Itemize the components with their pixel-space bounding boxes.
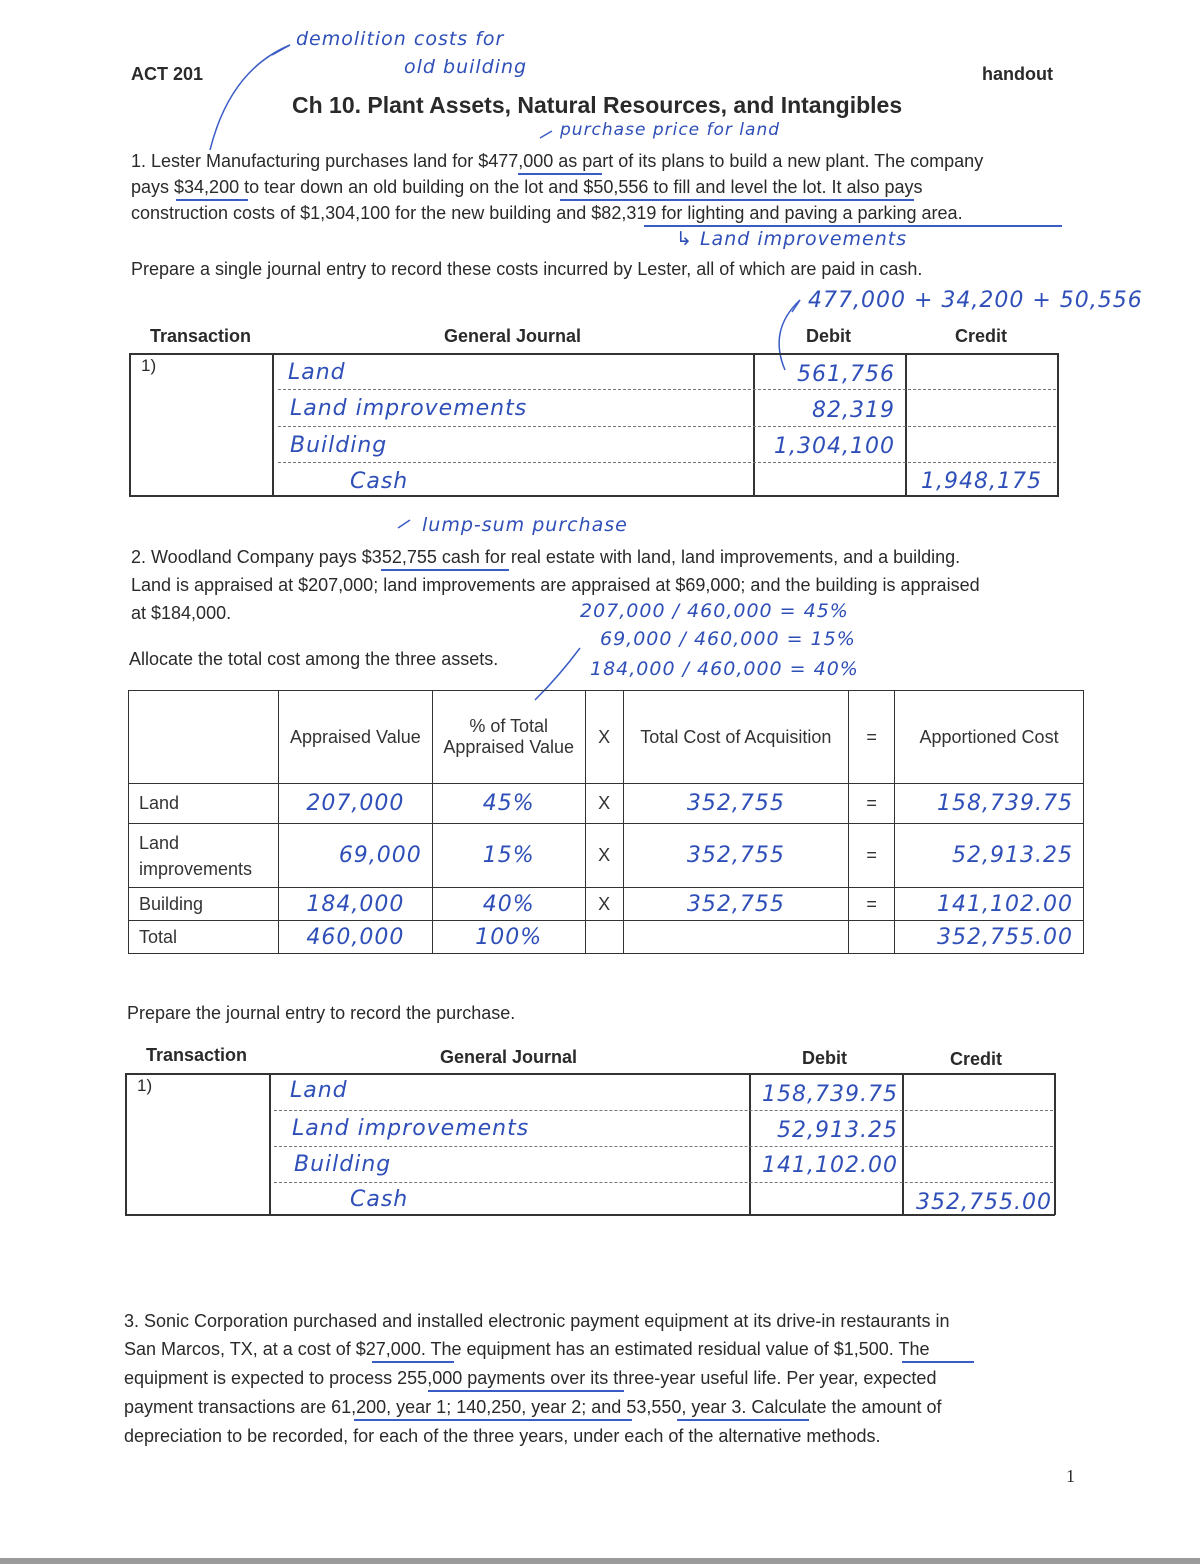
total-cost-value: 352,755 (623, 784, 849, 824)
j2-transaction-no: 1) (137, 1076, 153, 1095)
times-sign (585, 921, 623, 954)
q3-line1: 3. Sonic Corporation purchased and installed electronic payment equipment at its drive-in restaurants in (124, 1311, 950, 1331)
calc-land-improvements: 69,000 / 460,000 = 15% (600, 628, 856, 650)
q2-line1: 2. Woodland Company pays $352,755 cash for real estate with land, land improvements, and a building. (131, 547, 961, 567)
underline-mark (677, 1418, 809, 1421)
row-label: Land improvements (129, 824, 279, 888)
j1-debit-land-improvements: 82,319 (812, 398, 895, 423)
header-empty (129, 691, 279, 784)
j1-header-general: General Journal (444, 326, 582, 346)
q1-line3: construction costs of $1,304,100 for the new building and $82,319 for lighting and paving a parking area. (131, 203, 963, 223)
q2-line2: Land is appraised at $207,000; land improvements are appraised at $69,000; and the building is appraised (131, 575, 980, 595)
underline-mark (518, 172, 602, 175)
underline-mark (176, 198, 248, 201)
percent-value: 100% (432, 921, 585, 954)
apportioned-value: 158,739.75 (895, 784, 1084, 824)
table-row (129, 921, 1084, 954)
underline-mark (381, 568, 509, 571)
j1-debit-building: 1,304,100 (774, 434, 895, 459)
calc-building: 184,000 / 460,000 = 40% (590, 658, 859, 680)
row-label: Land (129, 784, 279, 824)
total-cost-value (623, 921, 849, 954)
scan-edge (0, 1558, 1200, 1564)
annotation-demolition-line2: old building (404, 56, 528, 78)
q2-journal-instruction: Prepare the journal entry to record the purchase. (127, 1003, 516, 1023)
j1-debit-land: 561,756 (797, 362, 895, 387)
j2-debit-building: 141,102.00 (762, 1153, 898, 1178)
j2-account-land: Land (290, 1078, 348, 1103)
apportioned-value: 141,102.00 (895, 888, 1084, 921)
header-percent: % of Total Appraised Value (432, 691, 585, 784)
q2-allocate-instruction: Allocate the total cost among the three assets. (129, 649, 499, 669)
j1-header-credit: Credit (955, 326, 1008, 346)
equals-sign: = (849, 784, 895, 824)
j2-debit-land: 158,739.75 (762, 1082, 898, 1107)
j2-header-debit: Debit (802, 1048, 847, 1068)
underline-mark (354, 1418, 632, 1421)
annotation-demolition-line1: demolition costs for (296, 28, 505, 50)
equals-sign: = (849, 888, 895, 921)
appraised-value: 69,000 (278, 824, 432, 888)
table-row (129, 784, 1084, 824)
j1-credit-cash: 1,948,175 (921, 469, 1042, 494)
q2-line3: at $184,000. (131, 603, 232, 623)
annotation-purchase-price: purchase price for land (560, 120, 781, 140)
underline-mark (902, 1360, 974, 1363)
annotation-sum: 477,000 + 34,200 + 50,556 (808, 288, 1143, 313)
header-apportioned: Apportioned Cost (895, 691, 1084, 784)
j1-account-cash: Cash (350, 469, 409, 494)
header-eq: = (849, 691, 895, 784)
row-label: Total (129, 921, 279, 954)
j2-credit-cash: 352,755.00 (916, 1190, 1052, 1215)
j1-account-building: Building (290, 433, 388, 458)
equals-sign: = (849, 824, 895, 888)
times-sign: X (585, 784, 623, 824)
q1-line1: 1. Lester Manufacturing purchases land for $477,000 as part of its plans to build a new plant. The company (131, 151, 984, 171)
total-cost-value: 352,755 (623, 824, 849, 888)
j2-account-land-improvements: Land improvements (292, 1116, 530, 1141)
q1-instruction: Prepare a single journal entry to record these costs incurred by Lester, all of which are paid in cash. (131, 259, 923, 279)
q3-line3: equipment is expected to process 255,000 payments over its three-year useful life. Per year, expected (124, 1368, 937, 1388)
underline-mark (560, 198, 914, 201)
page-number: 1 (1066, 1466, 1075, 1486)
table-row (129, 888, 1084, 921)
j2-header-credit: Credit (950, 1049, 1003, 1069)
calc-land: 207,000 / 460,000 = 45% (580, 600, 849, 622)
q3-line5: depreciation to be recorded, for each of the three years, under each of the alternative methods. (124, 1426, 881, 1446)
appraised-value: 207,000 (278, 784, 432, 824)
times-sign: X (585, 824, 623, 888)
j2-header-transaction: Transaction (146, 1045, 248, 1065)
allocation-header-row (129, 691, 1084, 784)
j1-transaction-no: 1) (141, 356, 157, 375)
header-total-cost: Total Cost of Acquisition (623, 691, 849, 784)
j1-header-transaction: Transaction (150, 326, 252, 346)
j1-account-land: Land (288, 360, 346, 385)
page-title: Ch 10. Plant Assets, Natural Resources, and Intangibles (292, 92, 903, 118)
percent-value: 45% (432, 784, 585, 824)
annotation-land-improvements: ↳ Land improvements (676, 228, 908, 250)
equals-sign (849, 921, 895, 954)
j1-header-debit: Debit (806, 326, 851, 346)
q1-line2: pays $34,200 to tear down an old building on the lot and $50,556 to fill and level the lot. It also pays (131, 177, 923, 197)
header-x: X (585, 691, 623, 784)
apportioned-value: 352,755.00 (895, 921, 1084, 954)
j2-debit-land-improvements: 52,913.25 (777, 1118, 898, 1143)
total-cost-value: 352,755 (623, 888, 849, 921)
underline-mark (372, 1360, 454, 1363)
underline-mark (644, 224, 1062, 227)
j2-account-cash: Cash (350, 1187, 409, 1212)
allocation-table (128, 690, 1084, 954)
j2-account-building: Building (294, 1152, 392, 1177)
underline-mark (428, 1389, 624, 1392)
times-sign: X (585, 888, 623, 921)
percent-value: 15% (432, 824, 585, 888)
apportioned-value: 52,913.25 (895, 824, 1084, 888)
annotation-lump-sum: lump-sum purchase (422, 514, 628, 536)
course-code: ACT 201 (131, 64, 204, 84)
header-appraised: Appraised Value (278, 691, 432, 784)
q3-line4: payment transactions are 61,200, year 1; 140,250, year 2; and 53,550, year 3. Calculate the amount of (124, 1397, 942, 1417)
q3-line2: San Marcos, TX, at a cost of $27,000. The equipment has an estimated residual value of $1,500. The (124, 1339, 930, 1359)
appraised-value: 184,000 (278, 888, 432, 921)
table-row (129, 824, 1084, 888)
j1-account-land-improvements: Land improvements (290, 396, 528, 421)
j2-header-general: General Journal (440, 1047, 578, 1067)
appraised-value: 460,000 (278, 921, 432, 954)
doc-type: handout (982, 64, 1053, 84)
row-label: Building (129, 888, 279, 921)
percent-value: 40% (432, 888, 585, 921)
